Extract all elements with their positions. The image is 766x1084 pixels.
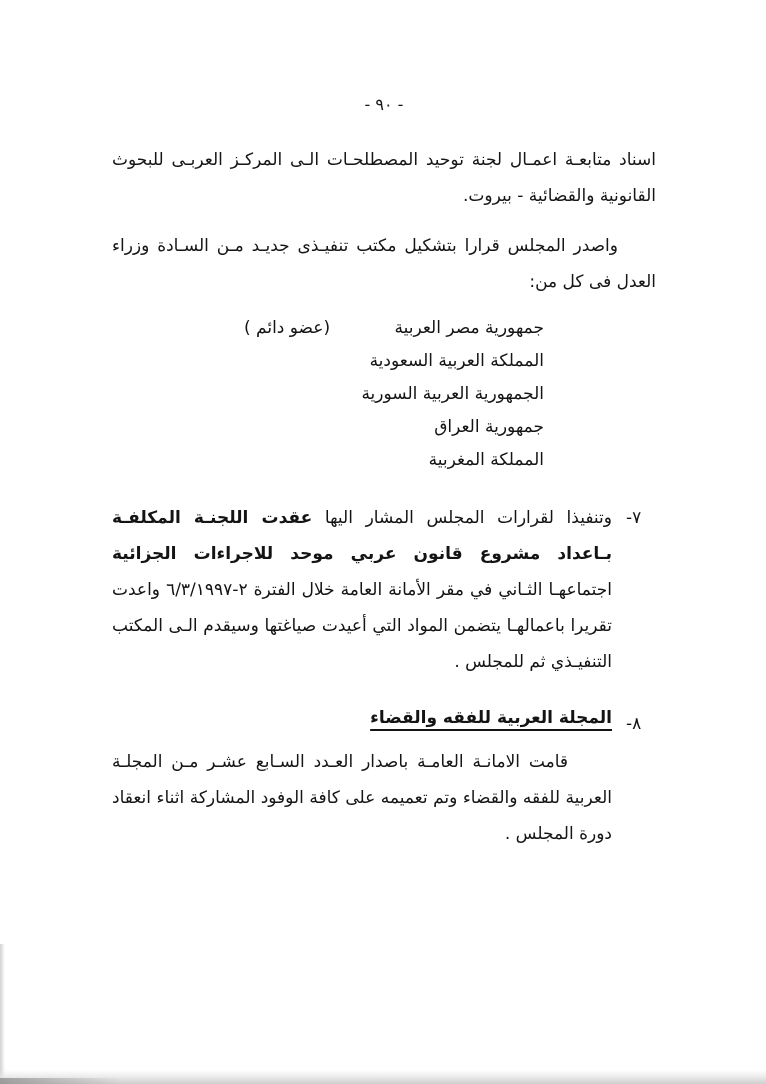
page-number: - ٩٠ - (364, 95, 404, 114)
scan-artifact-bottom-left-corner (0, 1078, 120, 1084)
member-note-permanent: (عضو دائم ) (244, 318, 331, 338)
member-name: جمهورية العراق (434, 417, 544, 437)
item-8-body (112, 706, 612, 852)
item-7-text-pre: وتنفيذا لقرارات المجلس المشار اليها (312, 508, 612, 528)
member-name: الجمهورية العربية السورية (361, 384, 544, 404)
item-8-marker: ٨- (626, 714, 642, 734)
paragraph-executive-office-decision: واصدر المجلس قرارا بتشكيل مكتب تنفيـذى جديـد مـن السـادة وزراء العدل فى كل من: (112, 236, 656, 292)
numbered-item-8 (112, 706, 656, 852)
member-name: المملكة المغربية (428, 450, 544, 470)
item-7-text-post: اجتماعهـا الثـاني في مقر الأمانة العامة خلال الفترة ٢-٦/٣/١٩٩٧ واعدت تقريرا باعمالهـا يتضمن المواد التي أعيدت صياغتها وسيقدم الـى المكتب التنفيـذي ثم للمجلس . (112, 580, 612, 672)
member-row-syria (244, 378, 544, 410)
page-content (112, 95, 656, 852)
item-8-heading: المجلة العربية للفقه والقضاء (370, 708, 612, 728)
scan-artifact-left-edge (0, 944, 5, 1084)
item-7-text-bold: عقدت اللجنـة المكلفـة بـاعداد مشروع قانون عربي موحد للاجراءات الجزائية (112, 508, 612, 564)
item-7-marker: ٧- (626, 508, 642, 528)
item-8-text: قامت الامانـة العامـة باصدار العـدد السـابع عشـر مـن المجلـة العربية للفقه والقضاء وتم تعميمه على كافة الوفود المشاركة اثناء انعقاد دورة المجلس . (112, 752, 612, 844)
member-row-saudi-arabia (244, 345, 544, 377)
member-row-iraq (244, 411, 544, 443)
member-states-list (244, 312, 544, 476)
numbered-item-7 (112, 500, 656, 680)
member-row-egypt (244, 312, 544, 344)
item-7-text (112, 500, 612, 680)
member-name: جمهورية مصر العربية (394, 318, 544, 338)
paragraph-unification-committee: اسناد متابعـة اعمـال لجنة توحيد المصطلحـات الـى المركـز العربـى للبحوث القانونية والقضائية - بيروت. (112, 150, 656, 206)
member-name: المملكة العربية السعودية (369, 351, 544, 371)
member-row-morocco (244, 444, 544, 476)
